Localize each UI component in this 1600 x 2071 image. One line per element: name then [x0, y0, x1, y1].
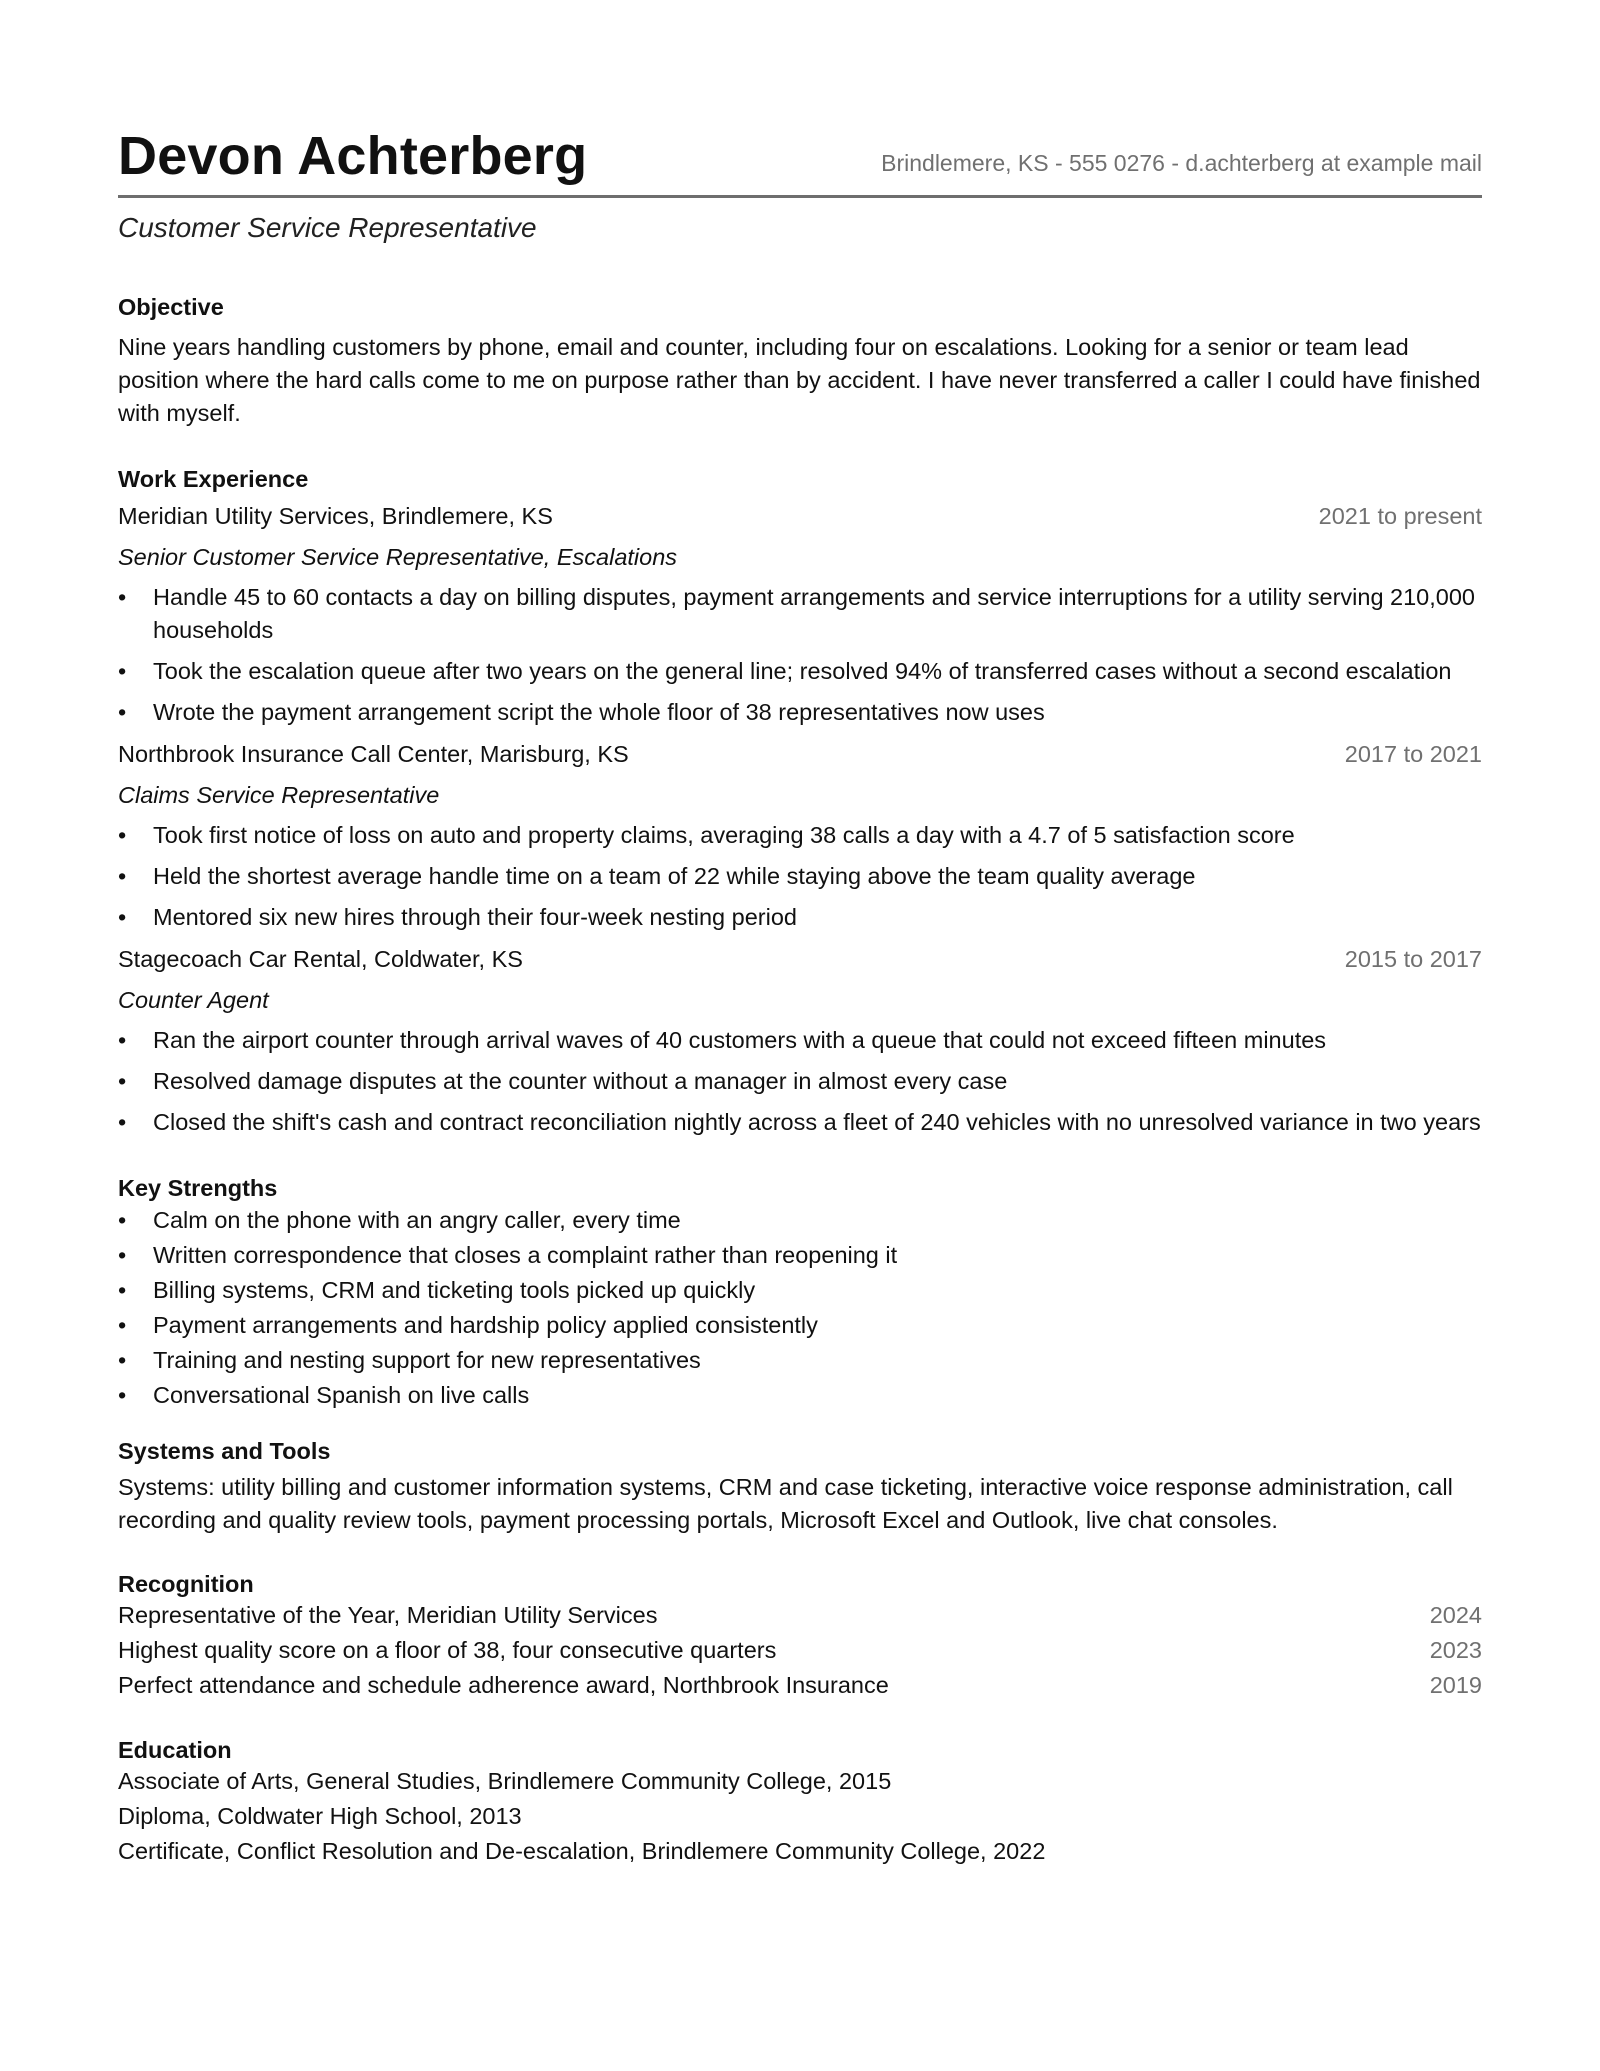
bullet-text: Mentored six new hires through their four-week nesting period	[153, 903, 797, 930]
bullet-text: Took the escalation queue after two years on the general line; resolved 94% of transferred cases without a second escalation	[153, 657, 1452, 684]
education-item: Diploma, Coldwater High School, 2013	[118, 1802, 522, 1829]
job-bullets	[118, 1024, 1482, 1139]
education-heading: Education	[118, 1736, 232, 1763]
job-entry	[118, 499, 1482, 729]
bullet-icon: •	[118, 1346, 127, 1373]
list-item	[118, 1065, 1482, 1098]
list-item	[118, 1309, 1482, 1342]
job-header	[118, 942, 1482, 983]
job-entry	[118, 737, 1482, 934]
education-section	[118, 1737, 1482, 1869]
bullet-icon: •	[118, 583, 127, 610]
resume-header	[118, 128, 1482, 198]
bullet-icon: •	[118, 821, 127, 848]
job-dates: 2017 to 2021	[1344, 740, 1482, 767]
recognition-row	[118, 1598, 1482, 1633]
bullet-icon: •	[118, 862, 127, 889]
role-title: Customer Service Representative	[118, 211, 537, 243]
job-employer: Meridian Utility Services, Brindlemere, KS	[118, 502, 553, 529]
list-item	[118, 860, 1482, 893]
tools-heading: Systems and Tools	[118, 1437, 331, 1464]
candidate-name: Devon Achterberg	[118, 126, 588, 186]
award-label: Representative of the Year, Meridian Utility Services	[118, 1601, 658, 1628]
job-bullets	[118, 819, 1482, 934]
bullet-icon: •	[118, 698, 127, 725]
list-item	[118, 1239, 1482, 1272]
strengths-section	[118, 1175, 1482, 1412]
bullet-text: Took first notice of loss on auto and property claims, averaging 38 calls a day with a 4.7 of 5 satisfaction score	[153, 821, 1295, 848]
award-year: 2023	[1429, 1636, 1482, 1663]
bullet-icon: •	[118, 1067, 127, 1094]
bullet-text: Closed the shift's cash and contract reconciliation nightly across a fleet of 240 vehicles with no unresolved variance in two years	[153, 1108, 1481, 1135]
recognition-row	[118, 1668, 1482, 1703]
bullet-icon: •	[118, 1108, 127, 1135]
bullet-icon: •	[118, 1206, 127, 1233]
bullet-icon: •	[118, 1276, 127, 1303]
education-item: Certificate, Conflict Resolution and De-escalation, Brindlemere Community College, 2022	[118, 1837, 1046, 1864]
list-item	[118, 819, 1482, 852]
strength-text: Payment arrangements and hardship policy applied consistently	[153, 1311, 818, 1338]
job-employer: Stagecoach Car Rental, Coldwater, KS	[118, 945, 523, 972]
award-year: 2024	[1429, 1601, 1482, 1628]
list-item	[118, 581, 1482, 647]
job-entry	[118, 942, 1482, 1139]
bullet-icon: •	[118, 1026, 127, 1053]
objective-section	[118, 294, 1482, 430]
strengths-list	[118, 1204, 1482, 1412]
job-title: Counter Agent	[118, 986, 269, 1013]
strengths-heading: Key Strengths	[118, 1174, 278, 1201]
tools-text: Systems: utility billing and customer information systems, CRM and case ticketing, interactive voice response administration, call recording and quality review tools, payment processing portals, Microsoft Excel and Outlook, live chat consoles.	[118, 1473, 1453, 1533]
tools-section	[118, 1438, 1482, 1537]
job-header	[118, 499, 1482, 540]
bullet-text: Resolved damage disputes at the counter without a manager in almost every case	[153, 1067, 1008, 1094]
objective-heading: Objective	[118, 293, 224, 320]
bullet-icon: •	[118, 1311, 127, 1338]
job-header	[118, 737, 1482, 778]
recognition-section	[118, 1571, 1482, 1703]
bullet-icon: •	[118, 903, 127, 930]
strength-text: Written correspondence that closes a complaint rather than reopening it	[153, 1241, 898, 1268]
job-title: Claims Service Representative	[118, 781, 440, 808]
list-item	[118, 1344, 1482, 1377]
bullet-icon: •	[118, 1381, 127, 1408]
bullet-text: Wrote the payment arrangement script the whole floor of 38 representatives now uses	[153, 698, 1045, 725]
strength-text: Conversational Spanish on live calls	[153, 1381, 530, 1408]
list-item	[118, 1204, 1482, 1237]
list-item	[118, 1106, 1482, 1139]
job-dates: 2015 to 2017	[1344, 945, 1482, 972]
job-employer: Northbrook Insurance Call Center, Marisburg, KS	[118, 740, 629, 767]
job-dates: 2021 to present	[1318, 502, 1482, 529]
education-item: Associate of Arts, General Studies, Brindlemere Community College, 2015	[118, 1767, 892, 1794]
strength-text: Billing systems, CRM and ticketing tools picked up quickly	[153, 1276, 756, 1303]
job-title: Senior Customer Service Representative, Escalations	[118, 543, 678, 570]
list-item	[118, 1024, 1482, 1057]
contact-line: Brindlemere, KS - 555 0276 - d.achterberg at example mail	[881, 149, 1482, 176]
bullet-text: Ran the airport counter through arrival waves of 40 customers with a queue that could not exceed fifteen minutes	[153, 1026, 1327, 1053]
award-year: 2019	[1429, 1671, 1482, 1698]
award-label: Highest quality score on a floor of 38, four consecutive quarters	[118, 1636, 777, 1663]
bullet-icon: •	[118, 657, 127, 684]
award-label: Perfect attendance and schedule adherence award, Northbrook Insurance	[118, 1671, 889, 1698]
experience-heading: Work Experience	[118, 465, 309, 492]
strength-text: Training and nesting support for new representatives	[153, 1346, 701, 1373]
list-item	[118, 696, 1482, 729]
bullet-text: Handle 45 to 60 contacts a day on billing disputes, payment arrangements and service interruptions for a utility serving 210,000 households	[153, 583, 1475, 643]
list-item	[118, 1274, 1482, 1307]
list-item	[118, 901, 1482, 934]
recognition-heading: Recognition	[118, 1570, 254, 1597]
list-item	[118, 655, 1482, 688]
objective-text: Nine years handling customers by phone, email and counter, including four on escalations. Looking for a senior or team lead position where the hard calls come to me on purpose rather than by accident. I have never transferred a caller I could have finished with myself.	[118, 333, 1481, 426]
bullet-text: Held the shortest average handle time on a team of 22 while staying above the team quality average	[153, 862, 1196, 889]
job-bullets	[118, 581, 1482, 729]
bullet-icon: •	[118, 1241, 127, 1268]
strength-text: Calm on the phone with an angry caller, every time	[153, 1206, 681, 1233]
recognition-row	[118, 1633, 1482, 1668]
list-item	[118, 1379, 1482, 1412]
experience-section	[118, 466, 1482, 1139]
